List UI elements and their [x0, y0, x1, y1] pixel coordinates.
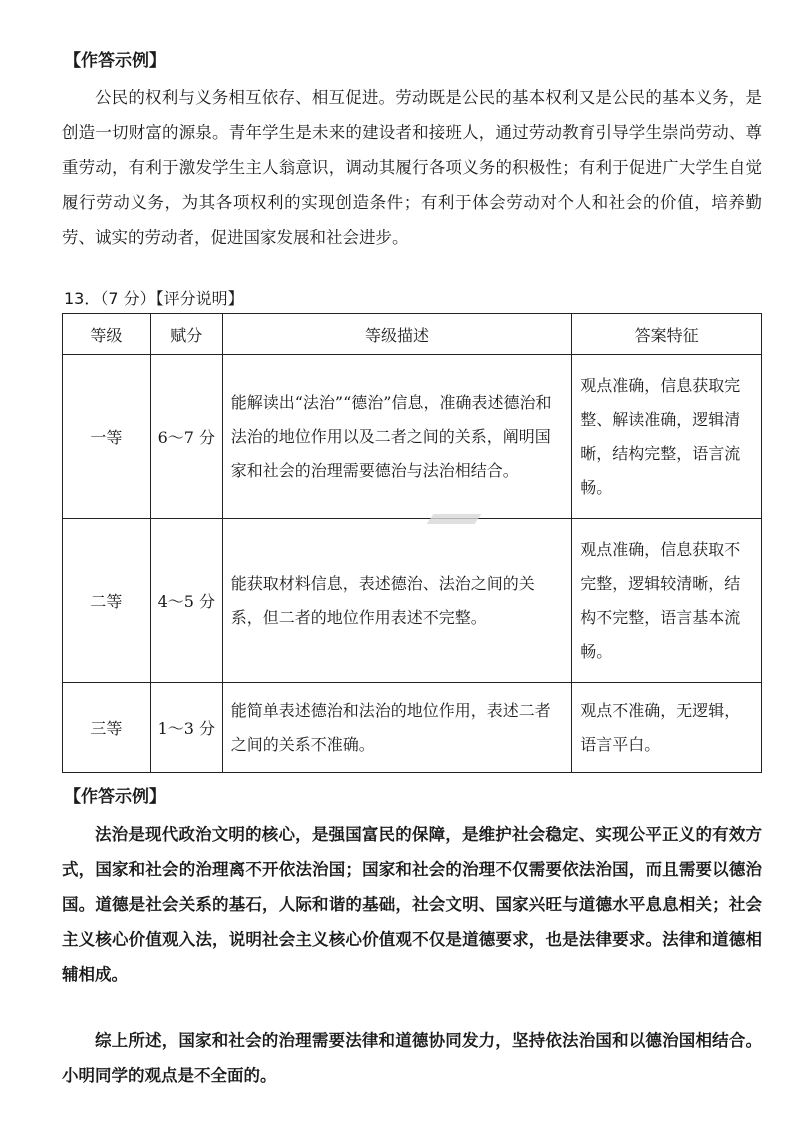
row-description: 能获取材料信息，表述德治、法治之间的关系，但二者的地位作用表述不完整。 — [222, 519, 571, 683]
row-level: 一等 — [63, 355, 151, 519]
row-features: 观点不准确，无逻辑，语言平白。 — [572, 683, 762, 773]
row-description: 能解读出“法治”“德治”信息，准确表述德治和法治的地位作用以及二者之间的关系，阐明国家和社会的治理需要德治与法治相结合。 — [222, 355, 571, 519]
row-level: 三等 — [63, 683, 151, 773]
header-features: 答案特征 — [572, 314, 762, 355]
row-features: 观点准确，信息获取完整、解读准确，逻辑清晰，结构完整，语言流畅。 — [572, 355, 762, 519]
answer-example-paragraph-1: 公民的权利与义务相互依存、相互促进。劳动既是公民的基本权利又是公民的基本义务，是创造一切财富的源泉。青年学生是未来的建设者和接班人，通过劳动教育引导学生崇尚劳动、尊重劳动，有利于激发学生主人翁意识，调动其履行各项义务的积极性；有利于促进广大学生自觉履行劳动义务，为其各项权利的实现创造条件；有利于体会劳动对个人和社会的价值，培养勤劳、诚实的劳动者，促进国家发展和社会进步。 — [62, 88, 762, 247]
table-row — [63, 355, 762, 519]
header-level: 等级 — [63, 314, 151, 355]
row-features: 观点准确，信息获取不完整，逻辑较清晰，结构不完整，语言基本流畅。 — [572, 519, 762, 683]
question-13-heading: 13．（7 分）【评分说明】 — [64, 289, 244, 308]
row-description: 能简单表述德治和法治的地位作用，表述二者之间的关系不准确。 — [222, 683, 571, 773]
scoring-table — [62, 313, 762, 773]
answer-example-label-2: 【作答示例】 — [64, 787, 166, 807]
scan-smudge — [426, 514, 481, 524]
header-description: 等级描述 — [222, 314, 571, 355]
table-header-row — [63, 314, 762, 355]
row-score: 6～7 分 — [150, 355, 222, 519]
answer-example-label-1: 【作答示例】 — [64, 51, 166, 71]
row-score: 1～3 分 — [150, 683, 222, 773]
row-level: 二等 — [63, 519, 151, 683]
table-row — [63, 683, 762, 773]
answer-example-paragraph-2: 法治是现代政治文明的核心，是强国富民的保障，是维护社会稳定、实现公平正义的有效方式，国家和社会的治理离不开依法治国；国家和社会的治理不仅需要依法治国，而且需要以德治国。道德是社会关系的基石，人际和谐的基础，社会文明、国家兴旺与道德水平息息相关；社会主义核心价值观入法，说明社会主义核心价值观不仅是道德要求，也是法律要求。法律和道德相辅相成。 — [62, 825, 762, 984]
table-row — [63, 519, 762, 683]
row-score: 4～5 分 — [150, 519, 222, 683]
answer-example-paragraph-3: 综上所述，国家和社会的治理需要法律和道德协同发力，坚持依法治国和以德治国相结合。小明同学的观点是不全面的。 — [62, 1031, 762, 1085]
header-score: 赋分 — [150, 314, 222, 355]
